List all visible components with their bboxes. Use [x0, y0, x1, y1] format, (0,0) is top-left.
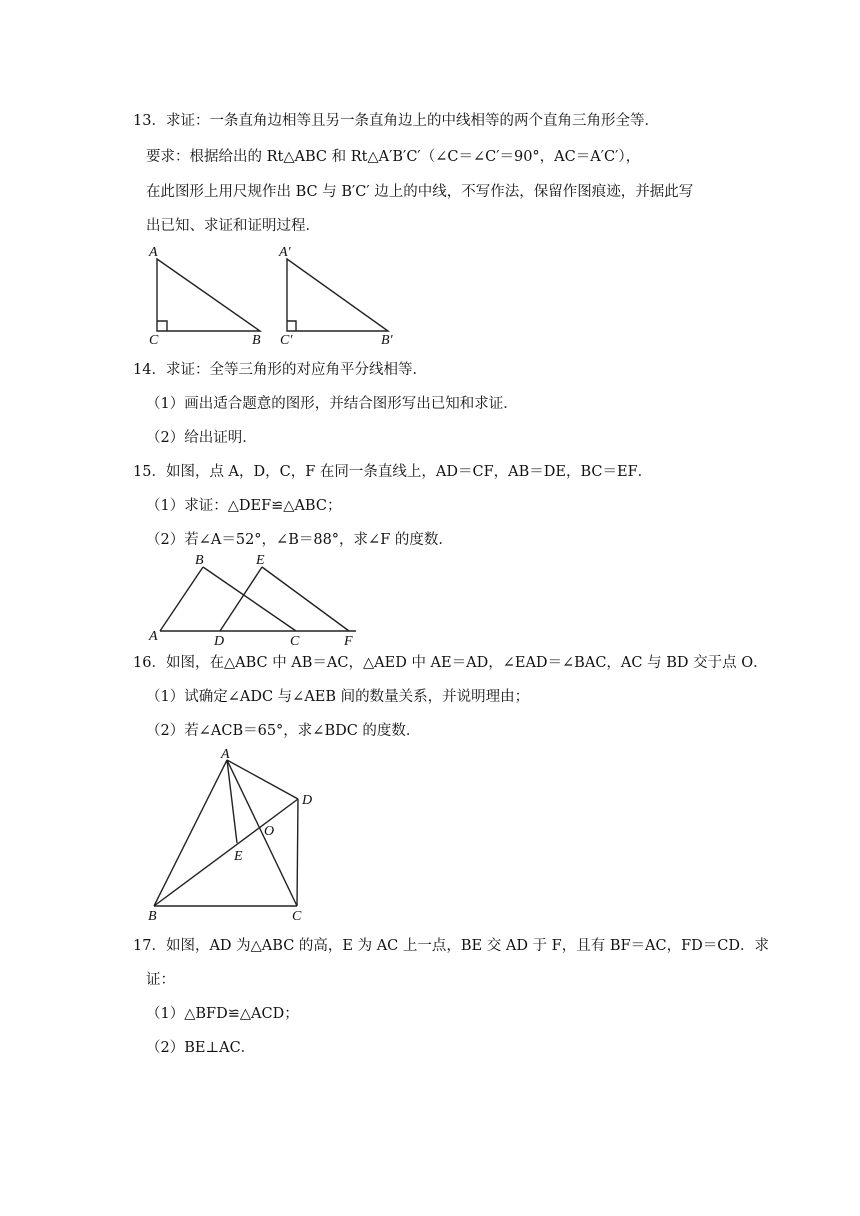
q16-title: 16．如图，在△ABC 中 AB＝AC，△AED 中 AE＝AD，∠EAD＝∠BAC，AC 与 BD 交于点 O．	[133, 655, 768, 671]
q16-segment-dc	[297, 799, 298, 906]
q17-title-continued: 证：	[146, 972, 175, 988]
q17-part2: （2）BE⊥AC．	[146, 1040, 256, 1056]
q16-label-o: O	[264, 824, 275, 839]
q13-label-b: B	[252, 333, 261, 348]
q16-part2: （2）若∠ACB＝65°，求∠BDC 的度数．	[146, 723, 421, 739]
q13-label-b-prime: B′	[381, 333, 393, 348]
q14-title: 14．求证：全等三角形的对应角平分线相等．	[133, 362, 427, 378]
q16-segment-ac	[227, 760, 297, 906]
q16-label-c: C	[292, 909, 302, 924]
q16-segment-bd	[154, 799, 298, 906]
q15-label-e: E	[256, 553, 265, 568]
q15-part1: （1）求证：△DEF≌△ABC；	[146, 498, 342, 514]
q13-requirement-line3: 出已知、求证和证明过程．	[146, 218, 320, 234]
q13-label-c-prime: C′	[280, 333, 293, 348]
q16-segment-ae	[227, 760, 237, 843]
q17-part1: （1）△BFD≌△ACD；	[146, 1006, 299, 1022]
q15-part2: （2）若∠A＝52°，∠B＝88°，求∠F 的度数．	[146, 532, 453, 548]
q17-title: 17．如图，AD 为△ABC 的高，E 为 AC 上一点，BE 交 AD 于 F，且有 BF＝AC，FD＝CD．求	[133, 938, 770, 954]
q16-part1: （1）试确定∠ADC 与∠AEB 间的数量关系，并说明理由；	[146, 689, 530, 705]
q16-label-b: B	[148, 909, 157, 924]
q13-label-a-prime: A′	[279, 245, 291, 260]
q15-label-d: D	[214, 634, 225, 649]
q15-label-b: B	[195, 553, 204, 568]
q16-label-a: A	[221, 747, 230, 762]
q13-requirement-line1: 要求：根据给出的 Rt△ABC 和 Rt△A′B′C′（∠C＝∠C′＝90°，AC＝A′C′），	[146, 149, 641, 165]
q16-label-e: E	[234, 849, 243, 864]
q14-part1: （1）画出适合题意的图形，并结合图形写出已知和求证．	[146, 396, 518, 412]
q13-label-a: A	[149, 245, 158, 260]
q14-part2: （2）给出证明．	[146, 430, 257, 446]
q13-label-c: C	[149, 333, 159, 348]
q15-label-f: F	[344, 634, 353, 649]
q13-requirement-line2: 在此图形上用尺规作出 BC 与 B′C′ 边上的中线，不写作法，保留作图痕迹，并据此写	[146, 184, 694, 200]
q13-title: 13．求证：一条直角边相等且另一条直角边上的中线相等的两个直角三角形全等．	[133, 113, 659, 129]
q16-segment-ab	[154, 760, 227, 906]
q16-segment-ad	[227, 760, 298, 799]
q15-label-c: C	[290, 634, 300, 649]
q15-label-a: A	[149, 629, 158, 644]
q16-label-d: D	[302, 793, 313, 808]
q15-title: 15．如图，点 A，D，C，F 在同一条直线上，AD＝CF，AB＝DE，BC＝EF．	[133, 464, 653, 480]
